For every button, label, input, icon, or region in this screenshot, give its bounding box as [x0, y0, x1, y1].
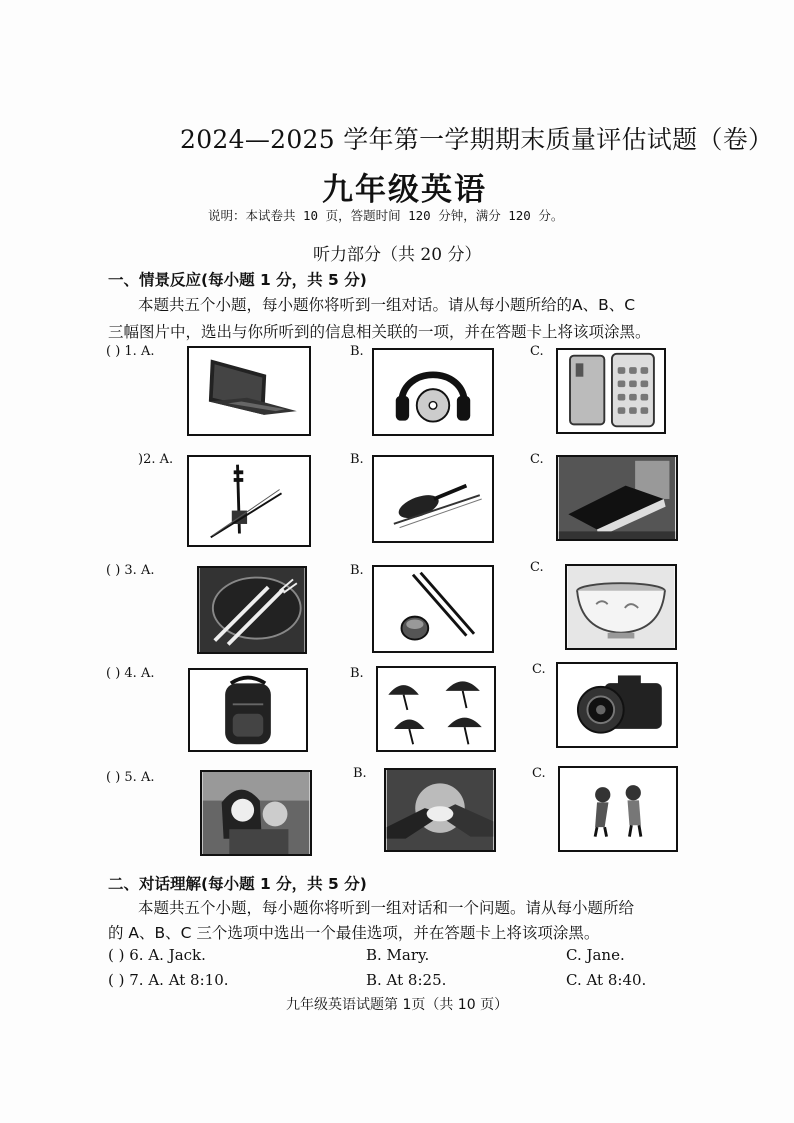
section2-heading: 二、对话理解(每小题 1 分，共 5 分) [108, 875, 367, 893]
exam-subject: 九年级英语 [322, 172, 487, 208]
question-7-option-c: C. At 8:40. [566, 971, 647, 989]
violin-icon [374, 457, 492, 541]
question-4-number: ( ) 4. A. [106, 666, 155, 681]
listening-part-heading: 听力部分（共 20 分） [313, 245, 482, 265]
handshake-icon [386, 770, 494, 850]
question-4-option-b-image[interactable] [376, 666, 496, 752]
piano-icon [558, 457, 676, 539]
question-7-option-a: ( ) 7. A. At 8:10. [108, 971, 229, 989]
section1-instructions-line1: 本题共五个小题，每小题你将听到一组对话。请从每小题所给的A、B、C [138, 296, 636, 314]
question-5-option-c-label: C. [532, 766, 546, 781]
bowing-kids-icon [560, 768, 676, 850]
question-5-option-b-label: B. [353, 766, 367, 781]
question-6-option-b: B. Mary. [366, 946, 430, 964]
question-4-option-b-label: B. [350, 666, 364, 681]
laptop-icon [189, 348, 309, 434]
exam-title: 2024—2025 学年第一学期期末质量评估试题（卷） [180, 125, 774, 154]
question-3-option-c-label: C. [530, 560, 544, 575]
question-3-option-b-image[interactable] [372, 565, 494, 653]
question-1-option-b-image[interactable] [372, 348, 494, 436]
question-4-option-c-image[interactable] [556, 662, 678, 748]
section2-instructions-line2: 的 A、B、C 三个选项中选出一个最佳选项，并在答题卡上将该项涂黑。 [108, 924, 600, 942]
question-1-option-a-image[interactable] [187, 346, 311, 436]
page-footer: 九年级英语试题第 1页（共 10 页） [286, 997, 509, 1013]
chopsticks-icon [374, 567, 492, 651]
section1-instructions-line2: 三幅图片中，选出与你所听到的信息相关联的一项，并在答题卡上将该项涂黑。 [108, 323, 651, 341]
question-3-option-b-label: B. [350, 563, 364, 578]
question-1-number: ( ) 1. A. [106, 344, 155, 359]
exam-note: 说明：本试卷共 10 页，答题时间 120 分钟，满分 120 分。 [208, 208, 564, 223]
question-1-option-c-label: C. [530, 344, 544, 359]
question-2-option-c-label: C. [530, 452, 544, 467]
backpack-icon [190, 670, 306, 750]
question-5-option-c-image[interactable] [558, 766, 678, 852]
question-4-option-a-image[interactable] [188, 668, 308, 752]
section2-instructions-line1: 本题共五个小题，每小题你将听到一组对话和一个问题。请从每小题所给 [138, 899, 635, 917]
mobile-phones-icon [558, 350, 664, 432]
question-1-option-b-label: B. [350, 344, 364, 359]
question-5-number: ( ) 5. A. [106, 770, 155, 785]
question-2-option-b-label: B. [350, 452, 364, 467]
section1-heading: 一、情景反应(每小题 1 分，共 5 分) [108, 271, 367, 289]
question-5-option-b-image[interactable] [384, 768, 496, 852]
question-2-number: )2. A. [138, 452, 174, 467]
question-4-option-c-label: C. [532, 662, 546, 677]
question-7-option-b: B. At 8:25. [366, 971, 447, 989]
bowl-icon [567, 566, 675, 648]
question-6-option-c: C. Jane. [566, 946, 625, 964]
question-1-option-c-image[interactable] [556, 348, 666, 434]
question-3-option-a-image[interactable] [197, 566, 307, 654]
question-2-option-c-image[interactable] [556, 455, 678, 541]
question-2-option-a-image[interactable] [187, 455, 311, 547]
question-5-option-a-image[interactable] [200, 770, 312, 856]
umbrellas-icon [378, 668, 494, 750]
question-2-option-b-image[interactable] [372, 455, 494, 543]
smiling-people-icon [202, 772, 310, 854]
camera-icon [558, 664, 676, 746]
question-3-number: ( ) 3. A. [106, 563, 155, 578]
question-6-option-a: ( ) 6. A. Jack. [108, 946, 206, 964]
fork-knife-icon [199, 568, 305, 652]
headphones-cd-icon [374, 350, 492, 434]
question-3-option-c-image[interactable] [565, 564, 677, 650]
erhu-icon [189, 457, 309, 545]
